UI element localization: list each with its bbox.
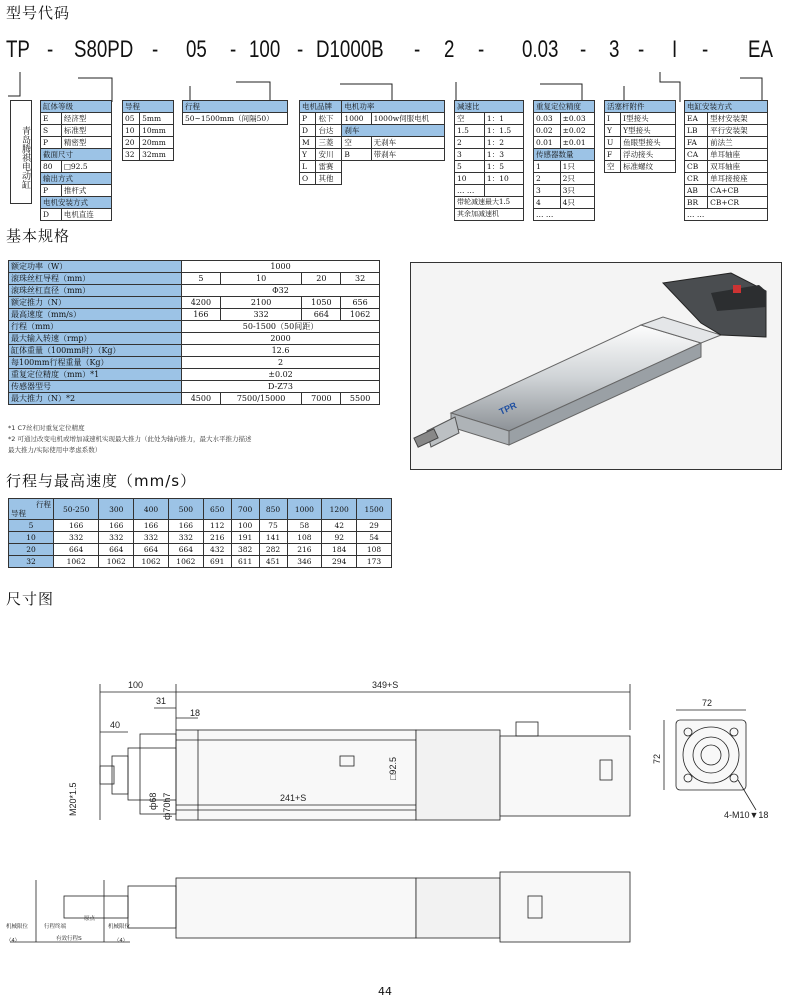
code-seg: 05 — [186, 36, 207, 63]
code-connectors — [0, 60, 800, 102]
speed-stroke-header: 650 — [203, 499, 231, 520]
grade-code: E — [41, 113, 62, 125]
reduction-code: 5 — [455, 161, 485, 173]
code-seg: TP — [6, 36, 30, 63]
speed-cell: 108 — [357, 544, 392, 556]
dim-m10: 4-M10▼18 — [724, 810, 769, 820]
speed-cell: 294 — [322, 556, 357, 568]
speed-table — [8, 498, 392, 568]
reduction-code: … … — [455, 185, 485, 197]
lead-desc: 32mm — [140, 149, 174, 161]
spec-label: 最大推力（N）*2 — [9, 393, 182, 405]
mount-code: AB — [685, 185, 708, 197]
reduction-desc: 1：1.5 — [484, 125, 523, 137]
repeat-code: 0.02 — [534, 125, 561, 137]
reduction-title: 减速比 — [455, 101, 524, 113]
spec-value: 12.6 — [182, 345, 380, 357]
grade-desc: 精密型 — [61, 137, 111, 149]
spec-value: 10 — [220, 273, 302, 285]
spec-value: 7000 — [302, 393, 341, 405]
motor-brand-title: 电机品牌 — [300, 101, 342, 113]
rod-code: 空 — [605, 161, 621, 173]
rod-title: 活塞杆附件 — [605, 101, 676, 113]
lead-desc: 5mm — [140, 113, 174, 125]
power-code: 1000 — [342, 113, 371, 125]
code-seg: 0.03 — [522, 36, 559, 63]
reduction-code: 1.5 — [455, 125, 485, 137]
dim-68: ф68 — [148, 792, 158, 810]
spec-value: 2 — [182, 357, 380, 369]
lead-code: 10 — [123, 125, 140, 137]
speed-cell: 42 — [322, 520, 357, 532]
spec-value: ±0.02 — [182, 369, 380, 381]
brake-code: B — [342, 149, 371, 161]
speed-cell: 166 — [99, 520, 134, 532]
speed-cell: 216 — [287, 544, 322, 556]
mount-code: LB — [685, 125, 708, 137]
speed-cell: 664 — [99, 544, 134, 556]
code-seg: - — [152, 36, 159, 63]
brand-desc: 雷赛 — [316, 161, 342, 173]
dim-349: 349+S — [372, 680, 399, 690]
speed-stroke-header: 850 — [259, 499, 287, 520]
mount-code: BR — [685, 197, 708, 209]
lead-code: 05 — [123, 113, 140, 125]
sensor-code: 3 — [534, 185, 561, 197]
mount-code: FA — [685, 137, 708, 149]
spec-value: 4200 — [182, 297, 221, 309]
mount-desc: 前法兰 — [708, 137, 768, 149]
output-title: 输出方式 — [41, 173, 112, 185]
sensor-code: 4 — [534, 197, 561, 209]
reduction-code: 空 — [455, 113, 485, 125]
mount-code: EA — [685, 113, 708, 125]
speed-stroke-header: 50-250 — [54, 499, 99, 520]
speed-cell: 332 — [168, 532, 203, 544]
label-mech-left: 机械限位 — [6, 924, 29, 930]
speed-cell: 346 — [287, 556, 322, 568]
rod-code: F — [605, 149, 621, 161]
brand-code: D — [300, 125, 316, 137]
spec-label: 每100mm行程重量（Kg） — [9, 357, 182, 369]
reduction-desc — [484, 185, 523, 197]
rod-desc: Y型接头 — [621, 125, 676, 137]
sensor-title: 传感器数量 — [534, 149, 595, 161]
spec-note-2: *2 可通过改变电机或增加减速机实现最大推力（此处为轴向推力，最大水平推力描述 — [8, 435, 252, 443]
speed-cell: 432 — [203, 544, 231, 556]
rod-desc: 鱼眼型接头 — [621, 137, 676, 149]
mount-desc: 单耳接接座 — [708, 173, 768, 185]
section-title-model-code: 型号代码 — [6, 4, 71, 22]
power-desc: 1000w伺服电机 — [371, 113, 444, 125]
table-row — [9, 544, 392, 556]
speed-lead: 5 — [9, 520, 54, 532]
spec-value: 2100 — [220, 297, 302, 309]
speed-lead: 10 — [9, 532, 54, 544]
mount-table-title: 电缸安装方式 — [685, 101, 768, 113]
speed-corner — [9, 499, 54, 520]
brand-desc: 三菱 — [316, 137, 342, 149]
reduction-note: 带轮减速最大1.5 — [455, 197, 524, 209]
spec-value: 4500 — [182, 393, 221, 405]
reduction-code: 3 — [455, 149, 485, 161]
speed-cell: 100 — [231, 520, 259, 532]
speed-cell: 1062 — [168, 556, 203, 568]
mount-desc: 电机直连 — [61, 209, 111, 221]
speed-cell: 75 — [259, 520, 287, 532]
speed-cell: 332 — [54, 532, 99, 544]
spec-note-3: 最大推力/实际使用中孝虑系数） — [8, 446, 102, 454]
motor-connector-icon — [733, 285, 741, 293]
label-four-right: （4） — [114, 938, 129, 944]
speed-cell: 108 — [287, 532, 322, 544]
section-title-dimensions: 尺寸图 — [6, 590, 55, 608]
spec-value: 5 — [182, 273, 221, 285]
brand-code: O — [300, 173, 316, 185]
dim-72-width: 72 — [702, 698, 713, 708]
table-row — [9, 520, 392, 532]
product-vertical-label: 青岛腾祺电动缸 — [10, 100, 32, 204]
code-seg: 100 — [249, 36, 281, 63]
speed-cell: 166 — [168, 520, 203, 532]
spec-label: 缸体重量（100mm时）（Kg） — [9, 345, 182, 357]
table-row — [9, 556, 392, 568]
lead-desc: 10mm — [140, 125, 174, 137]
speed-stroke-header: 700 — [231, 499, 259, 520]
output-desc: 推杆式 — [61, 185, 111, 197]
speed-cell: 664 — [134, 544, 169, 556]
brand-desc: 其他 — [316, 173, 342, 185]
speed-stroke-header: 400 — [134, 499, 169, 520]
grade-table — [40, 100, 112, 221]
speed-cell: 611 — [231, 556, 259, 568]
motor-power-title: 电机功率 — [342, 101, 445, 113]
reduction-table — [454, 100, 524, 221]
speed-cell: 382 — [231, 544, 259, 556]
code-seg: 3 — [609, 36, 620, 63]
spec-value: 32 — [341, 273, 380, 285]
dim-18: 18 — [190, 708, 201, 718]
rod-desc: 标准螺纹 — [621, 161, 676, 173]
spec-label: 滚珠丝杠导程（mm） — [9, 273, 182, 285]
code-seg: - — [638, 36, 645, 63]
mount-code: CB — [685, 161, 708, 173]
rod-code: U — [605, 137, 621, 149]
mount-desc: 平行安装架 — [708, 125, 768, 137]
grade-code: S — [41, 125, 62, 137]
rod-desc: I型接头 — [621, 113, 676, 125]
grade-desc: 经济型 — [61, 113, 111, 125]
grade-code: P — [41, 137, 62, 149]
speed-lead: 20 — [9, 544, 54, 556]
lead-desc: 20mm — [140, 137, 174, 149]
repeat-table — [533, 100, 595, 221]
speed-lead: 32 — [9, 556, 54, 568]
spec-value: D-Z73 — [182, 381, 380, 393]
brake-desc: 带刹车 — [371, 149, 444, 161]
speed-cell: 1062 — [99, 556, 134, 568]
speed-cell: 141 — [259, 532, 287, 544]
code-seg: - — [297, 36, 304, 63]
label-mech-right: 机械限位 — [108, 924, 131, 930]
dimension-drawing — [0, 670, 800, 970]
reduction-desc: 1：1 — [484, 113, 523, 125]
dim-241: 241+S — [280, 793, 307, 803]
dim-72-height: 72 — [652, 753, 662, 764]
sensor-desc: 2只 — [560, 173, 594, 185]
repeat-desc: ±0.03 — [560, 113, 594, 125]
size-code: 80 — [41, 161, 62, 173]
spec-label: 最高速度（mm/s） — [9, 309, 182, 321]
label-origin: 原点 — [84, 916, 96, 922]
brand-code: M — [300, 137, 316, 149]
spec-value: 7500/15000 — [220, 393, 302, 405]
speed-cell: 54 — [357, 532, 392, 544]
brand-desc: 松下 — [316, 113, 342, 125]
mount-table — [684, 100, 768, 221]
stroke-title: 行程 — [183, 101, 288, 113]
lead-code: 20 — [123, 137, 140, 149]
repeat-code: 0.01 — [534, 137, 561, 149]
spec-value: 656 — [341, 297, 380, 309]
rod-code: I — [605, 113, 621, 125]
mount-code: CR — [685, 173, 708, 185]
spec-table — [8, 260, 380, 405]
page-number: 44 — [378, 985, 392, 998]
code-seg: D1000B — [316, 36, 384, 63]
code-seg: EA — [748, 36, 773, 63]
mount-desc: CB+CR — [708, 197, 768, 209]
reduction-code: 10 — [455, 173, 485, 185]
speed-stroke-header: 1000 — [287, 499, 322, 520]
mount-desc: 单耳轴座 — [708, 149, 768, 161]
speed-cell: 173 — [357, 556, 392, 568]
repeat-desc: ±0.02 — [560, 125, 594, 137]
repeat-title: 重复定位精度 — [534, 101, 595, 113]
spec-value: 1000 — [182, 261, 380, 273]
spec-label: 额定推力（N） — [9, 297, 182, 309]
mount-desc: CA+CB — [708, 185, 768, 197]
code-seg: - — [230, 36, 237, 63]
spec-note-1: *1 C7丝杠时重复定位精度 — [8, 424, 85, 432]
grade-desc: 标准型 — [61, 125, 111, 137]
brand-desc: 安川 — [316, 149, 342, 161]
speed-corner-top: 行程 — [36, 500, 51, 509]
table-row — [9, 532, 392, 544]
code-seg: I — [672, 36, 678, 63]
mount-title: 电机安装方式 — [41, 197, 112, 209]
code-seg: - — [478, 36, 485, 63]
speed-cell: 332 — [99, 532, 134, 544]
spec-value: Φ32 — [182, 285, 380, 297]
label-stroke-end: 行程终端 — [44, 924, 67, 930]
spec-value: 2000 — [182, 333, 380, 345]
brand-code: P — [300, 113, 316, 125]
speed-stroke-header: 1500 — [357, 499, 392, 520]
size-title: 截面尺寸 — [41, 149, 112, 161]
speed-stroke-header: 500 — [168, 499, 203, 520]
brake-desc: 无刹车 — [371, 137, 444, 149]
speed-cell: 216 — [203, 532, 231, 544]
section-title-speed: 行程与最高速度（mm/s） — [6, 472, 197, 490]
speed-cell: 664 — [54, 544, 99, 556]
rod-code: Y — [605, 125, 621, 137]
spec-value: 1062 — [341, 309, 380, 321]
rod-table — [604, 100, 676, 173]
repeat-desc: ±0.01 — [560, 137, 594, 149]
mount-code: CA — [685, 149, 708, 161]
sensor-code: … … — [534, 209, 595, 221]
spec-label: 额定功率（W） — [9, 261, 182, 273]
label-effective-stroke: 有效行程S — [56, 936, 82, 942]
motor-table — [299, 100, 445, 185]
label-four-left: （4） — [6, 938, 21, 944]
speed-cell: 166 — [54, 520, 99, 532]
reduction-note: 其余加减速机 — [455, 209, 524, 221]
code-seg: - — [702, 36, 709, 63]
speed-cell: 1062 — [54, 556, 99, 568]
dim-m20: M20*1.5 — [68, 782, 78, 816]
spec-value: 332 — [220, 309, 302, 321]
spec-value: 664 — [302, 309, 341, 321]
actuator-illustration — [411, 263, 781, 469]
spec-value: 1050 — [302, 297, 341, 309]
speed-cell: 664 — [168, 544, 203, 556]
reduction-desc: 1：2 — [484, 137, 523, 149]
speed-corner-bottom: 导程 — [11, 509, 26, 518]
reduction-code: 2 — [455, 137, 485, 149]
spec-label: 滚珠丝杠直径（mm） — [9, 285, 182, 297]
spec-label: 最大输入转速（rmp） — [9, 333, 182, 345]
reduction-desc: 1：3 — [484, 149, 523, 161]
stroke-table — [182, 100, 288, 125]
sensor-desc: 3只 — [560, 185, 594, 197]
lead-code: 32 — [123, 149, 140, 161]
speed-cell: 58 — [287, 520, 322, 532]
size-desc: □92.5 — [61, 161, 111, 173]
speed-stroke-header: 300 — [99, 499, 134, 520]
mount-code: D — [41, 209, 62, 221]
rod-desc: 浮动接头 — [621, 149, 676, 161]
speed-cell: 184 — [322, 544, 357, 556]
reduction-desc: 1：5 — [484, 161, 523, 173]
spec-label: 重复定位精度（mm）*1 — [9, 369, 182, 381]
speed-cell: 191 — [231, 532, 259, 544]
reduction-desc: 1：10 — [484, 173, 523, 185]
spec-label: 传感器型号 — [9, 381, 182, 393]
speed-cell: 451 — [259, 556, 287, 568]
brand-desc: 台达 — [316, 125, 342, 137]
dim-40: 40 — [110, 720, 121, 730]
speed-cell: 92 — [322, 532, 357, 544]
lead-title: 导程 — [123, 101, 174, 113]
section-title-specs: 基本规格 — [6, 227, 71, 245]
brake-title: 刹车 — [342, 125, 445, 137]
sensor-desc: 1只 — [560, 161, 594, 173]
dim-31: 31 — [156, 696, 167, 706]
grade-title: 缸体等级 — [41, 101, 112, 113]
speed-cell: 282 — [259, 544, 287, 556]
dim-92: □92.5 — [388, 757, 398, 780]
spec-value: 166 — [182, 309, 221, 321]
speed-stroke-header: 1200 — [322, 499, 357, 520]
stroke-value: 50~1500mm（间隔50） — [183, 113, 288, 125]
mount-code: … … — [685, 209, 768, 221]
brand-code: Y — [300, 149, 316, 161]
spec-label: 行程（mm） — [9, 321, 182, 333]
dim-70: ф70h7 — [162, 792, 172, 820]
spec-value: 50-1500（50间距） — [182, 321, 380, 333]
dim-100: 100 — [128, 680, 144, 690]
spec-value: 5500 — [341, 393, 380, 405]
speed-cell: 332 — [134, 532, 169, 544]
mount-desc: 型材安装架 — [708, 113, 768, 125]
mount-desc: 双耳轴座 — [708, 161, 768, 173]
brake-code: 空 — [342, 137, 371, 149]
code-seg: S80PD — [74, 36, 134, 63]
code-seg: - — [414, 36, 421, 63]
sensor-code: 2 — [534, 173, 561, 185]
speed-cell: 29 — [357, 520, 392, 532]
svg-text:TPR: TPR — [497, 400, 519, 417]
speed-cell: 1062 — [134, 556, 169, 568]
code-seg: - — [47, 36, 54, 63]
spec-value: 20 — [302, 273, 341, 285]
speed-cell: 112 — [203, 520, 231, 532]
repeat-code: 0.03 — [534, 113, 561, 125]
sensor-code: 1 — [534, 161, 561, 173]
code-seg: - — [580, 36, 587, 63]
sensor-desc: 4只 — [560, 197, 594, 209]
lead-table — [122, 100, 174, 161]
output-code: P — [41, 185, 62, 197]
code-seg: 2 — [444, 36, 455, 63]
speed-cell: 691 — [203, 556, 231, 568]
product-photo — [410, 262, 782, 470]
brand-code: L — [300, 161, 316, 173]
speed-cell: 166 — [134, 520, 169, 532]
